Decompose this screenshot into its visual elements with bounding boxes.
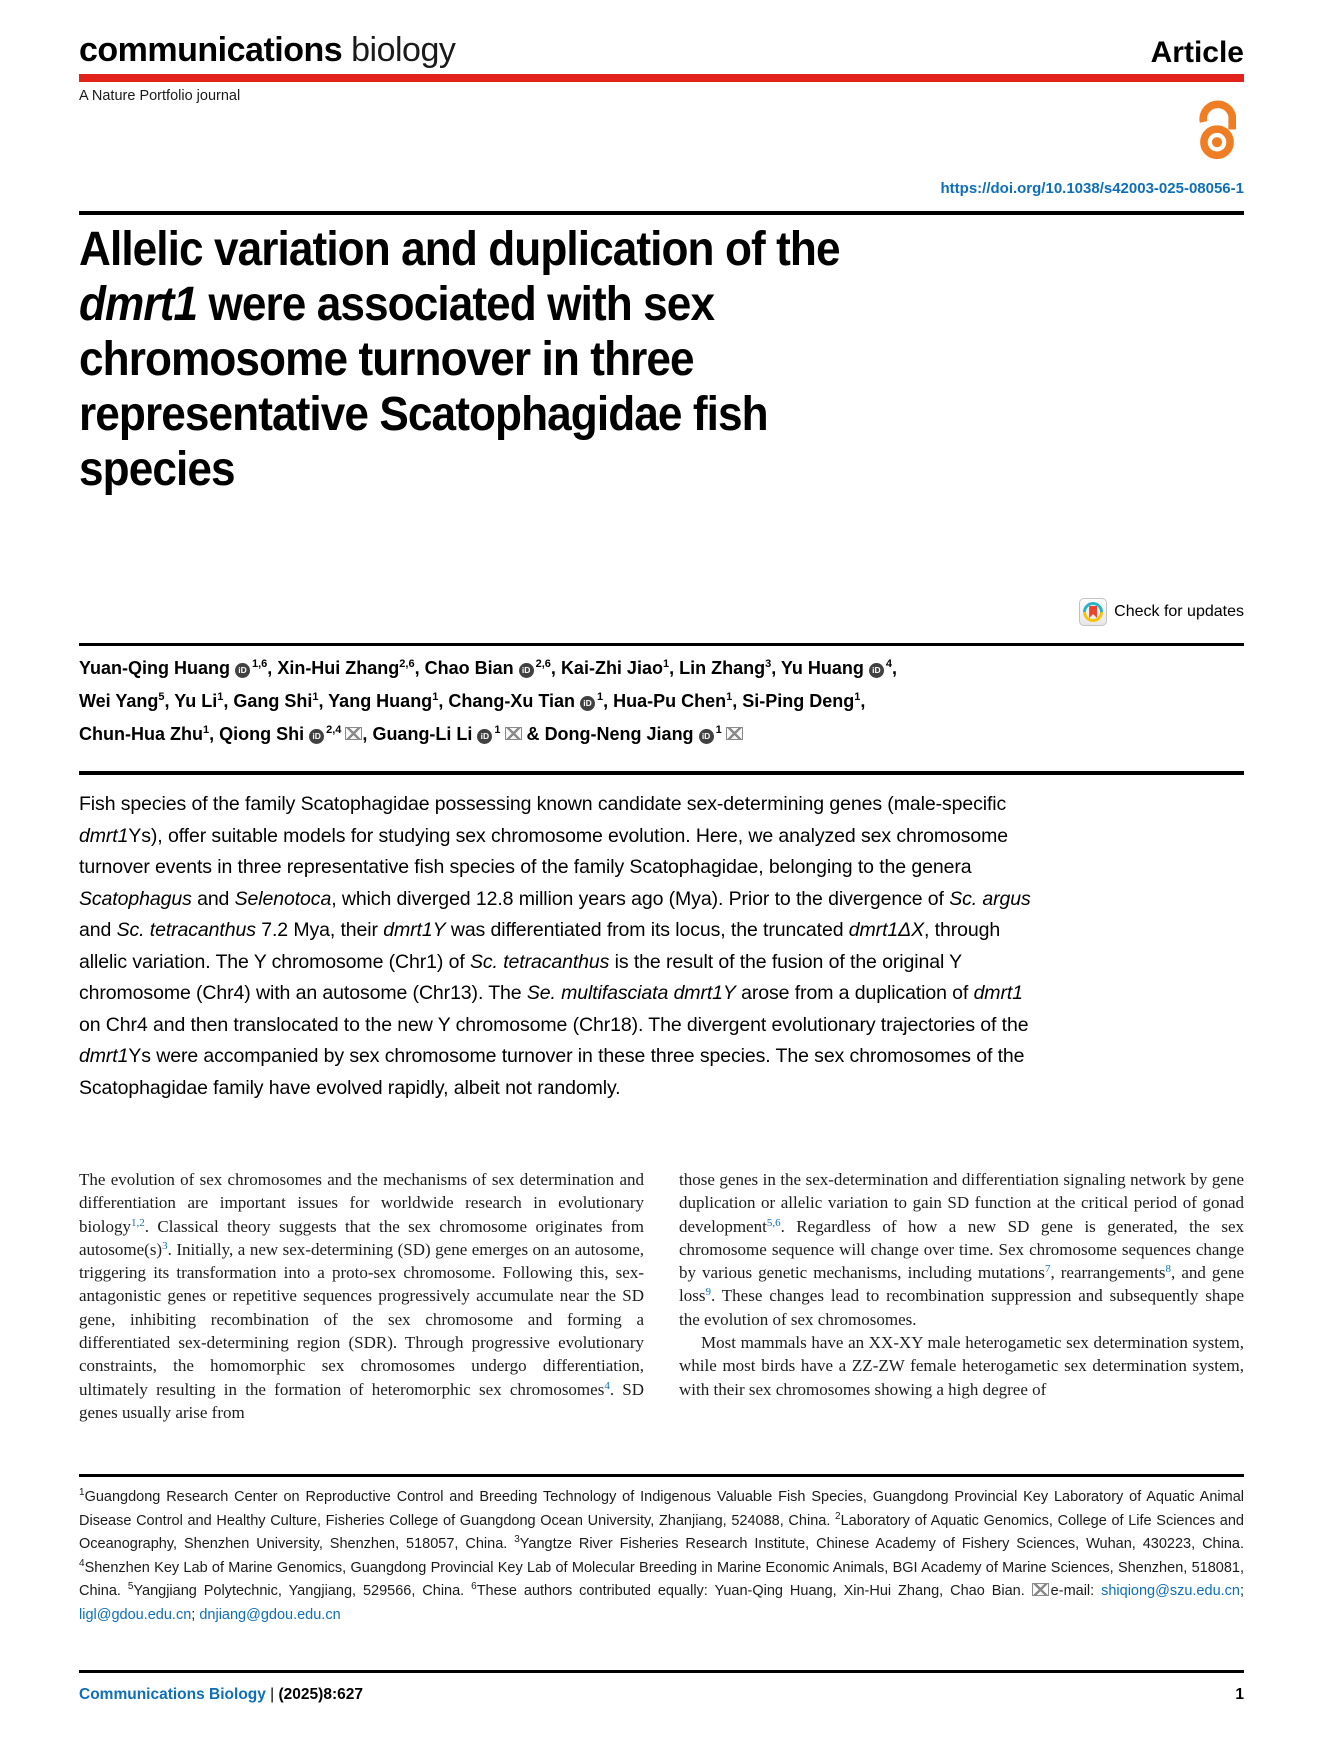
- article-title: [79, 222, 1244, 497]
- title-line: [79, 277, 1151, 332]
- text-segment: Allelic variation and duplication of the: [79, 223, 840, 276]
- text-segment: was differentiated from its locus, the truncated: [445, 919, 849, 941]
- text-segment: Yangtze River Fisheries Research Institute, Chinese Academy of Fishery Sciences, Wuhan, 430223, China.: [519, 1536, 1244, 1552]
- author-affiliation-superscript: 3: [765, 658, 772, 670]
- footer-journal-link[interactable]: Communications Biology: [79, 1686, 266, 1703]
- text-segment: e-mail:: [1050, 1583, 1102, 1599]
- author-separator: ,: [223, 691, 234, 711]
- title-line: [79, 387, 1151, 442]
- author-separator: ,: [414, 658, 425, 678]
- author-affiliation-superscript: 1: [854, 691, 861, 703]
- author-separator: ,: [860, 691, 866, 711]
- text-segment: These authors contributed equally: Yuan-Qing Huang, Xin-Hui Zhang, Chao Bian.: [476, 1583, 1032, 1599]
- author-name: Hua-Pu Chen: [613, 691, 727, 711]
- text-segment: dmrt1: [79, 824, 129, 847]
- author-line: [79, 683, 1244, 716]
- footer-top-rule: [79, 1670, 1244, 1673]
- check-for-updates-button[interactable]: [1079, 598, 1244, 626]
- text-segment: dmrt1: [79, 1045, 129, 1067]
- text-segment: 1: [79, 1487, 85, 1498]
- title-top-rule: [79, 211, 1244, 215]
- article-type-label: Article: [1150, 36, 1244, 69]
- author-affiliation-superscript: 2,6: [399, 658, 415, 670]
- abstract-text: [79, 789, 1031, 1104]
- text-segment: dmrt1Y: [383, 919, 446, 941]
- author-affiliation-superscript: 2,4: [326, 724, 342, 736]
- text-segment: representative Scatophagidae fish: [79, 388, 768, 441]
- author-name: Lin Zhang: [679, 658, 766, 678]
- author-list: [79, 650, 1244, 749]
- author-separator: ,: [318, 691, 329, 711]
- body-right-column: [679, 1168, 1244, 1424]
- text-segment: species: [79, 443, 235, 496]
- author-affiliation-superscript: 4: [885, 658, 893, 670]
- author-separator: ,: [771, 658, 781, 678]
- email-link[interactable]: dnjiang@gdou.edu.cn: [199, 1606, 341, 1623]
- title-line: [79, 222, 1151, 277]
- text-segment: on Chr4 and then translocated to the new Y chromosome (Chr18). The divergent evolutionary trajectories of the: [79, 1013, 1029, 1036]
- text-segment: Sc. argus: [949, 887, 1031, 910]
- author-name: Yuan-Qing Huang: [79, 658, 230, 678]
- page-number: 1: [1235, 1686, 1244, 1703]
- text-segment: those genes in the sex-determination and differentiation signaling network by gene duplication or allelic variation to gain SD function at the critical period of gonad development: [679, 1170, 1244, 1236]
- brand-red-rule: [79, 74, 1244, 82]
- text-segment: arose from a duplication of: [735, 982, 974, 1004]
- text-segment: ;: [1239, 1583, 1245, 1599]
- text-segment: Guangdong Research Center on Reproductive Control and Breeding Technology of Indigenous Valuable Fish Species, Guangdong Provincial Key Laboratory of Aquatic Animal Disease Control and Healthy Culture, Fisheries College of Guangdong Ocean University, Zhanjiang, 524088, China.: [79, 1489, 1244, 1529]
- author-affiliation-superscript: 1: [217, 691, 224, 703]
- text-segment: Se. multifasciata: [526, 982, 669, 1004]
- footer-citation: (2025)8:627: [278, 1686, 363, 1703]
- author-name: Yu Huang: [780, 658, 864, 678]
- text-segment: Scatophagus: [79, 887, 192, 910]
- author-separator: ,: [603, 691, 614, 711]
- text-segment: ;: [191, 1606, 200, 1623]
- author-affiliation-superscript: 1: [662, 658, 670, 670]
- author-name: Wei Yang: [79, 691, 159, 711]
- author-affiliation-superscript: 1: [432, 691, 439, 703]
- author-name: Chun-Hua Zhu: [79, 724, 203, 744]
- journal-tagline: A Nature Portfolio journal: [79, 88, 241, 104]
- author-separator: ,: [669, 658, 680, 678]
- text-segment: , rearrangements: [1050, 1263, 1166, 1283]
- text-segment: is the result of the fusion of the original Y chromosome (Chr4) with an autosome (Chr13). The: [79, 950, 962, 1004]
- body-columns: [79, 1168, 1244, 1424]
- text-segment: . SD genes usually arise from: [79, 1379, 644, 1422]
- orcid-icon[interactable]: iD: [519, 663, 534, 678]
- text-segment: 8: [1165, 1263, 1172, 1276]
- text-segment: dmrt1Y: [673, 982, 736, 1004]
- text-segment: chromosome turnover in three: [79, 333, 694, 386]
- authors-top-rule: [79, 643, 1244, 646]
- journal-logo-bold: communications: [79, 31, 343, 69]
- text-segment: 7: [1044, 1263, 1051, 1276]
- title-line: [79, 332, 1151, 387]
- author-affiliation-superscript: 1: [715, 724, 722, 736]
- email-envelope-icon[interactable]: [505, 727, 522, 740]
- doi-link[interactable]: https://doi.org/10.1038/s42003-025-08056-1: [940, 180, 1244, 197]
- orcid-icon[interactable]: iD: [235, 663, 250, 678]
- author-affiliation-superscript: 1: [597, 691, 604, 703]
- text-segment: Laboratory of Aquatic Genomics, College of Life Sciences and Oceanography, Shenzhen University, Shenzhen, 518057, China.: [79, 1512, 1244, 1552]
- author-affiliation-superscript: 5: [158, 691, 165, 703]
- text-segment: Fish species of the family Scatophagidae possessing known candidate sex-determining genes (male-specific: [79, 793, 1007, 815]
- abstract-top-rule: [79, 771, 1244, 775]
- journal-logo-light: biology: [342, 31, 456, 69]
- text-segment: were associated with sex: [197, 278, 715, 331]
- text-segment: Ys), offer suitable models for studying sex chromosome evolution. Here, we analyzed sex chromosome turnover events in three representative fish species of the family Scatophagidae, belonging to the genera: [79, 824, 1009, 878]
- author-line: [79, 716, 1244, 749]
- text-segment: 4: [604, 1379, 610, 1392]
- text-segment: Most mammals have an XX-XY male heterogametic sex determination system, while most birds have a ZZ-ZW female heterogametic sex determination system, with their sex chromosomes showing a high degree of: [679, 1333, 1244, 1399]
- body-paragraph: [679, 1168, 1244, 1331]
- page-footer: [79, 1686, 1244, 1704]
- author-separator: ,: [209, 724, 220, 744]
- check-for-updates-label: Check for updates: [1114, 603, 1244, 620]
- text-segment: 5: [127, 1581, 134, 1592]
- text-segment: . Regardless of how a new SD gene is generated, the sex chromosome sequence will change over time. Sex chromosome sequences change by various genetic mechanisms, including mutations: [679, 1216, 1244, 1283]
- text-segment: 4: [79, 1557, 85, 1569]
- author-separator: ,: [438, 691, 449, 711]
- author-separator: ,: [550, 658, 561, 678]
- text-segment: Sc. tetracanthus: [470, 950, 610, 973]
- text-segment: and: [79, 919, 117, 941]
- email-envelope-icon[interactable]: [345, 727, 362, 740]
- text-segment: Sc. tetracanthus: [116, 919, 256, 941]
- text-segment: dmrt1ΔX: [848, 919, 925, 941]
- footer-citation-group: [79, 1686, 363, 1704]
- email-envelope-icon[interactable]: [726, 727, 743, 740]
- orcid-icon[interactable]: iD: [580, 696, 595, 711]
- text-segment: 5,6: [766, 1216, 781, 1229]
- author-separator: ,: [362, 724, 373, 744]
- author-separator: ,: [267, 658, 278, 678]
- body-paragraph: [679, 1331, 1244, 1401]
- orcid-icon[interactable]: iD: [699, 729, 714, 744]
- text-segment: 3: [162, 1239, 168, 1252]
- email-link[interactable]: ligl@gdou.edu.cn: [79, 1606, 192, 1623]
- text-segment: , which diverged 12.8 million years ago (Mya). Prior to the divergence of: [331, 887, 950, 910]
- author-name: Yang Huang: [328, 691, 433, 711]
- author-separator: ,: [164, 691, 175, 711]
- text-segment: , through allelic variation. The Y chromosome (Chr1) of: [79, 919, 1001, 973]
- text-segment: 2: [835, 1510, 841, 1522]
- author-name: Si-Ping Deng: [742, 691, 855, 711]
- text-segment: . Classical theory suggests that the sex chromosome originates from autosome(s): [79, 1216, 644, 1259]
- author-affiliation-superscript: 1: [312, 691, 319, 703]
- author-separator: ,: [732, 691, 743, 711]
- email-envelope-icon: [1032, 1583, 1049, 1596]
- open-access-icon[interactable]: [1190, 94, 1244, 160]
- author-affiliation-superscript: 1: [494, 724, 501, 736]
- author-name: Dong-Neng Jiang: [544, 724, 694, 744]
- title-line: [79, 442, 1151, 497]
- author-affiliation-superscript: 1: [202, 724, 210, 736]
- crossmark-icon: [1079, 598, 1107, 626]
- affiliations-footnote: [79, 1486, 1244, 1627]
- header: [79, 26, 1244, 70]
- text-segment: Ys were accompanied by sex chromosome turnover in these three species. The sex chromosomes of the Scatophagidae family have evolved rapidly, albeit not randomly.: [79, 1045, 1025, 1099]
- text-segment: The evolution of sex chromosomes and the mechanisms of sex determination and differentiation are important issues for worldwide research in evolutionary biology: [79, 1170, 644, 1236]
- journal-logo: [79, 31, 455, 70]
- author-name: Qiong Shi: [219, 724, 305, 744]
- orcid-icon[interactable]: iD: [309, 729, 324, 744]
- text-segment: 6: [471, 1581, 477, 1592]
- text-segment: Selenotoca: [234, 887, 332, 910]
- text-segment: , and gene loss: [679, 1263, 1244, 1306]
- text-segment: 9: [705, 1286, 711, 1299]
- body-left-column: [79, 1168, 644, 1424]
- text-segment: and: [191, 887, 235, 910]
- author-name: Guang-Li Li: [372, 724, 473, 744]
- author-name: Chao Bian: [424, 658, 514, 678]
- text-segment: . These changes lead to recombination suppression and subsequently shape the evolution of sex chromosomes.: [679, 1286, 1244, 1329]
- affiliations-top-rule: [79, 1474, 1244, 1477]
- orcid-icon[interactable]: iD: [477, 729, 492, 744]
- author-name: Gang Shi: [233, 691, 313, 711]
- text-segment: 3: [514, 1534, 520, 1545]
- author-affiliation-superscript: 1: [726, 691, 733, 703]
- author-name: Yu Li: [174, 691, 218, 711]
- orcid-icon[interactable]: iD: [869, 663, 884, 678]
- text-segment: Shenzhen Key Lab of Marine Genomics, Guangdong Provincial Key Lab of Molecular Breeding in Marine Economic Animals, BGI Academy of Marine Sciences, Shenzhen, 518081, China.: [79, 1559, 1244, 1599]
- author-name: Chang-Xu Tian: [448, 691, 575, 711]
- author-line: [79, 650, 1244, 683]
- author-affiliation-superscript: 1,6: [252, 658, 268, 670]
- footer-divider: |: [265, 1686, 279, 1703]
- text-segment: 1,2: [130, 1216, 145, 1229]
- email-link[interactable]: shiqiong@szu.edu.cn: [1101, 1583, 1240, 1599]
- author-name: Kai-Zhi Jiao: [560, 658, 663, 678]
- body-paragraph: [79, 1168, 644, 1424]
- author-separator: &: [521, 724, 545, 744]
- text-segment: Yangjiang Polytechnic, Yangjiang, 529566, China.: [133, 1583, 472, 1599]
- text-segment: . Initially, a new sex-determining (SD) gene emerges on an autosome, triggering its transformation into a proto-sex chromosome. Following this, sex-antagonistic genes or repetitive sequences progressively accumulate near the SD gene, inhibiting recombination of the sex chromosome and forming a differentiated sex-determining region (SDR). Through progressive evolutionary constraints, the homomorphic sex chromosomes undergo differentiation, ultimately resulting in the formation of heteromorphic sex chromosomes: [79, 1239, 644, 1399]
- author-separator: ,: [892, 658, 898, 678]
- text-segment: 7.2 Mya, their: [255, 919, 384, 941]
- text-segment: dmrt1: [973, 982, 1023, 1004]
- text-segment: dmrt1: [79, 278, 198, 331]
- author-affiliation-superscript: 2,6: [535, 658, 551, 670]
- author-name: Xin-Hui Zhang: [277, 658, 400, 678]
